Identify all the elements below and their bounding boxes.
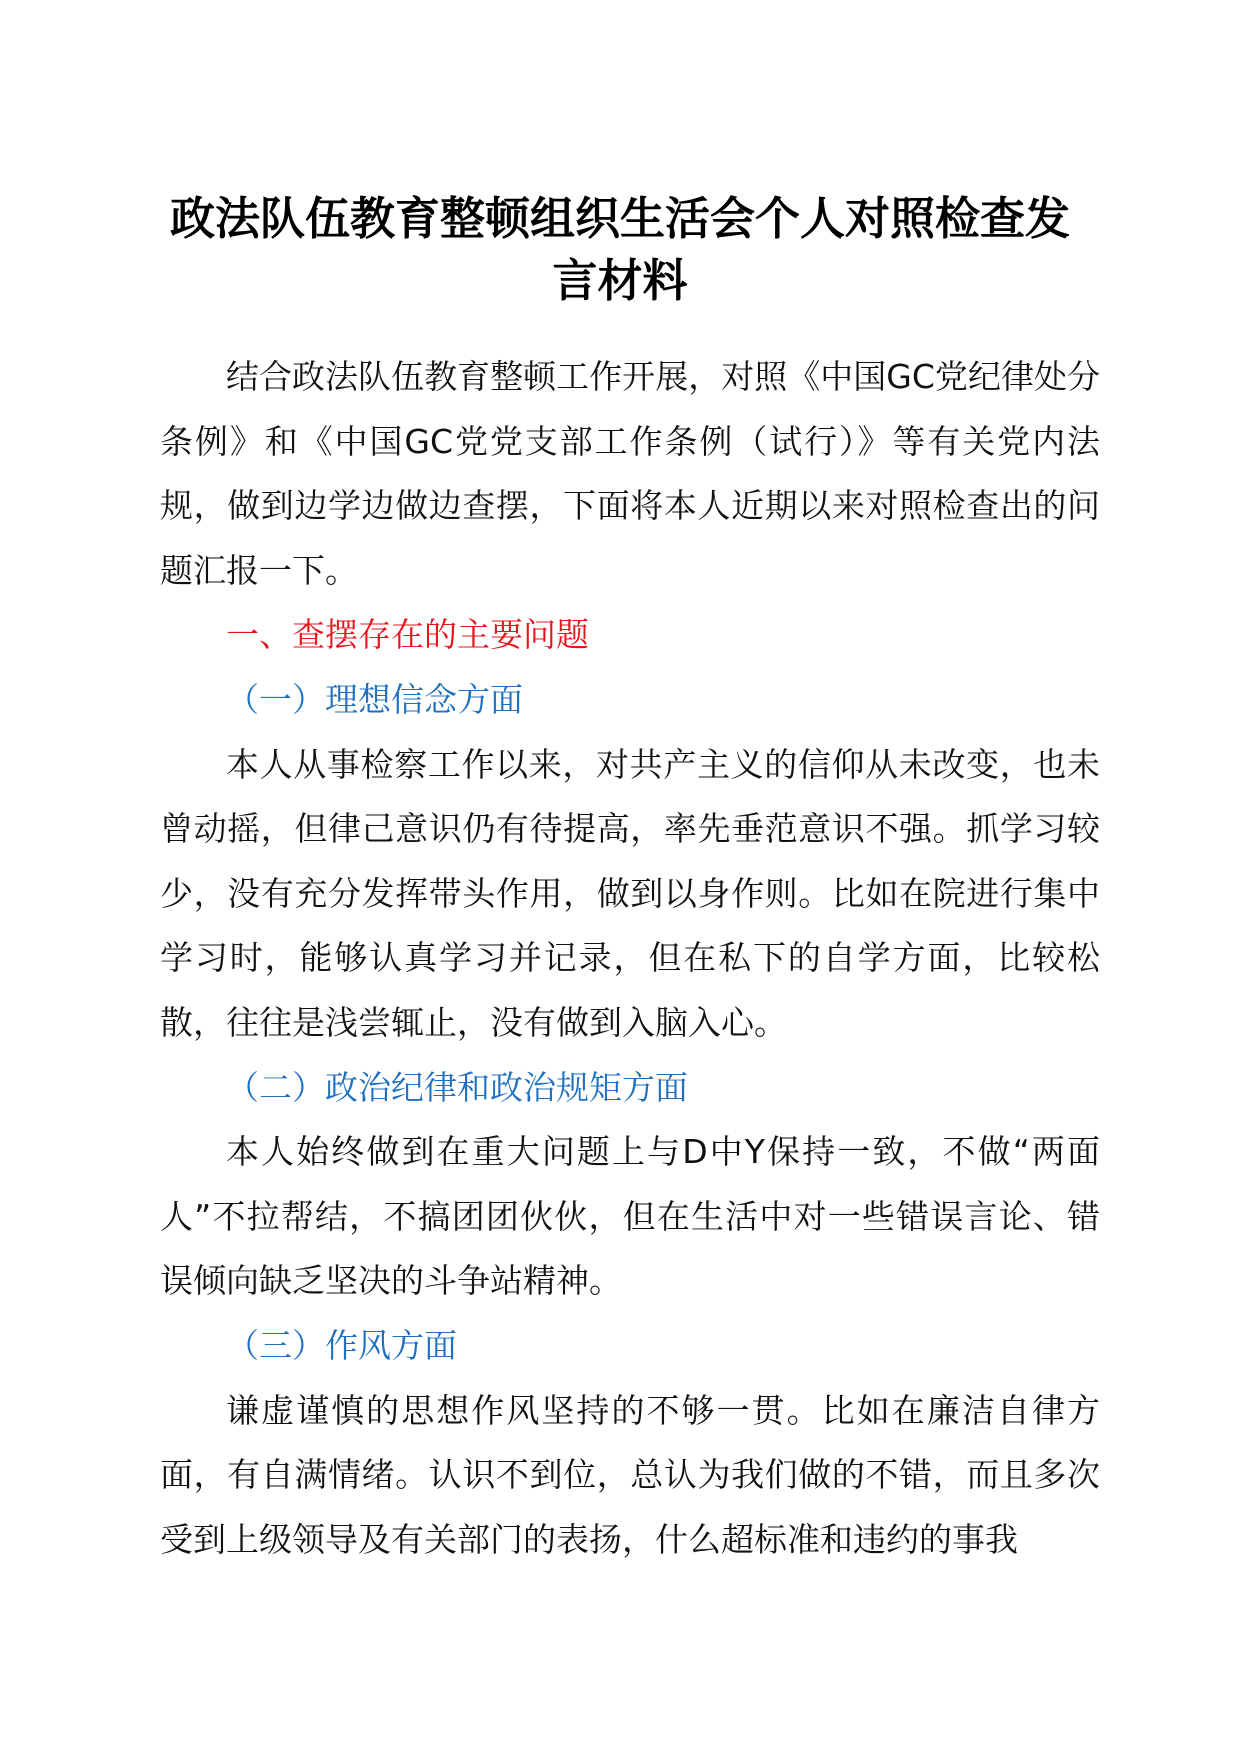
section-heading-problems: 一、查摆存在的主要问题 xyxy=(226,615,589,655)
document-title: 政法队伍教育整顿组织生活会个人对照检查发言材料 xyxy=(169,192,1070,307)
document-body xyxy=(160,345,1100,1572)
subsection-heading-ideals: （一）理想信念方面 xyxy=(226,679,523,719)
subsection-heading-style: （三）作风方面 xyxy=(226,1325,457,1365)
paragraph-ideals: 本人从事检察工作以来，对共产主义的信仰从未改变，也未曾动摇，但律己意识仍有待提高，率先垂范意识不强。抓学习较少，没有充分发挥带头作用，做到以身作则。比如在院进行集中学习时，能够认真学习并记录，但在私下的自学方面，比较松散，往往是浅尝辄止，没有做到入脑入心。 xyxy=(160,744,1100,1042)
paragraph-discipline: 本人始终做到在重大问题上与D中Y保持一致，不做“两面人”不拉帮结，不搞团团伙伙，但在生活中对一些错误言论、错误倾向缺乏坚决的斗争站精神。 xyxy=(160,1132,1100,1301)
intro-paragraph: 结合政法队伍教育整顿工作开展，对照《中国GC党纪律处分条例》和《中国GC党党支部工作条例（试行）》等有关党内法规，做到边学边做边查摆，下面将本人近期以来对照检查出的问题汇报一下。 xyxy=(160,357,1100,590)
paragraph-style: 谦虚谨慎的思想作风坚持的不够一贯。比如在廉洁自律方面，有自满情绪。认识不到位，总认为我们做的不错，而且多次受到上级领导及有关部门的表扬，什么超标准和违约的事我 xyxy=(160,1390,1100,1559)
subsection-heading-discipline: （二）政治纪律和政治规矩方面 xyxy=(226,1067,688,1107)
